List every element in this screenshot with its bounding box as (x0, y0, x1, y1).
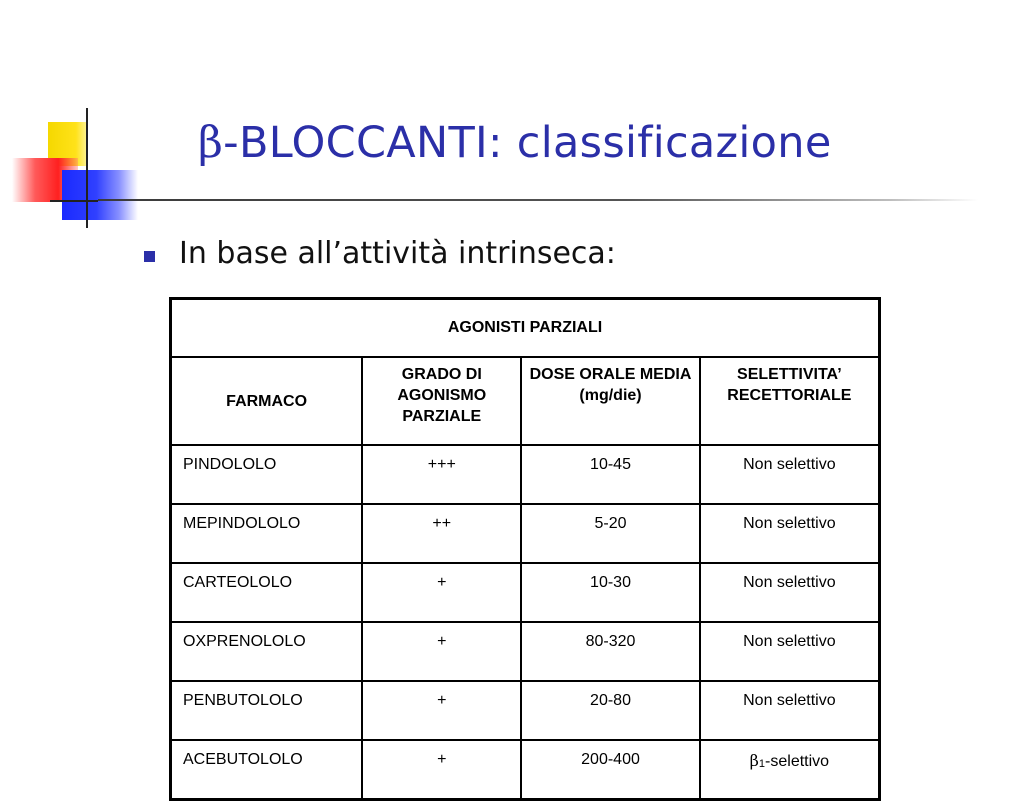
agonism-degree: + (362, 622, 521, 681)
oral-dose: 10-45 (521, 445, 699, 504)
selectivity-suffix: -selettivo (765, 753, 830, 770)
drug-name: PENBUTOLOLO (171, 681, 363, 740)
title-beta-symbol: β (198, 118, 224, 168)
agonism-degree: ++ (362, 504, 521, 563)
oral-dose: 10-30 (521, 563, 699, 622)
agonism-degree: + (362, 740, 521, 800)
blue-block (62, 170, 138, 220)
table-row (171, 445, 880, 504)
selectivity: Non selettivo (700, 622, 880, 681)
drug-name: ACEBUTOLOLO (171, 740, 363, 800)
column-header-farmaco: FARMACO (171, 357, 363, 445)
slide-title (198, 118, 832, 168)
selectivity: Non selettivo (700, 681, 880, 740)
drug-name: CARTEOLOLO (171, 563, 363, 622)
logo-horizontal-line (50, 200, 98, 202)
group-header: AGONISTI PARZIALI (171, 299, 880, 358)
color-blocks-logo-icon (0, 100, 150, 230)
column-header-grado: GRADO DI AGONISMO PARZIALE (362, 357, 521, 445)
agonism-degree: + (362, 563, 521, 622)
selectivity: Non selettivo (700, 563, 880, 622)
logo-vertical-line (86, 108, 88, 228)
square-bullet-icon (144, 251, 155, 262)
selectivity: Non selettivo (700, 445, 880, 504)
drug-name: OXPRENOLOLO (171, 622, 363, 681)
column-header-dose: DOSE ORALE MEDIA (mg/die) (521, 357, 699, 445)
agonism-degree: + (362, 681, 521, 740)
drug-classification-table (169, 297, 881, 801)
selectivity (700, 740, 880, 800)
oral-dose: 20-80 (521, 681, 699, 740)
column-header-selettivita: SELETTIVITA’ RECETTORIALE (700, 357, 880, 445)
title-divider (98, 199, 978, 201)
beta-subscript: 1 (758, 758, 766, 770)
bullet-text: In base all’attività intrinseca: (179, 236, 616, 271)
beta-symbol: β (749, 751, 759, 770)
drug-name: PINDOLOLO (171, 445, 363, 504)
table-row (171, 622, 880, 681)
title-text: -BLOCCANTI: classificazione (223, 118, 832, 168)
table-row (171, 681, 880, 740)
drug-name: MEPINDOLOLO (171, 504, 363, 563)
agonism-degree: +++ (362, 445, 521, 504)
oral-dose: 80-320 (521, 622, 699, 681)
table-row (171, 563, 880, 622)
bullet-point (144, 236, 616, 271)
table-row (171, 740, 880, 800)
oral-dose: 200-400 (521, 740, 699, 800)
table-row (171, 504, 880, 563)
oral-dose: 5-20 (521, 504, 699, 563)
selectivity: Non selettivo (700, 504, 880, 563)
